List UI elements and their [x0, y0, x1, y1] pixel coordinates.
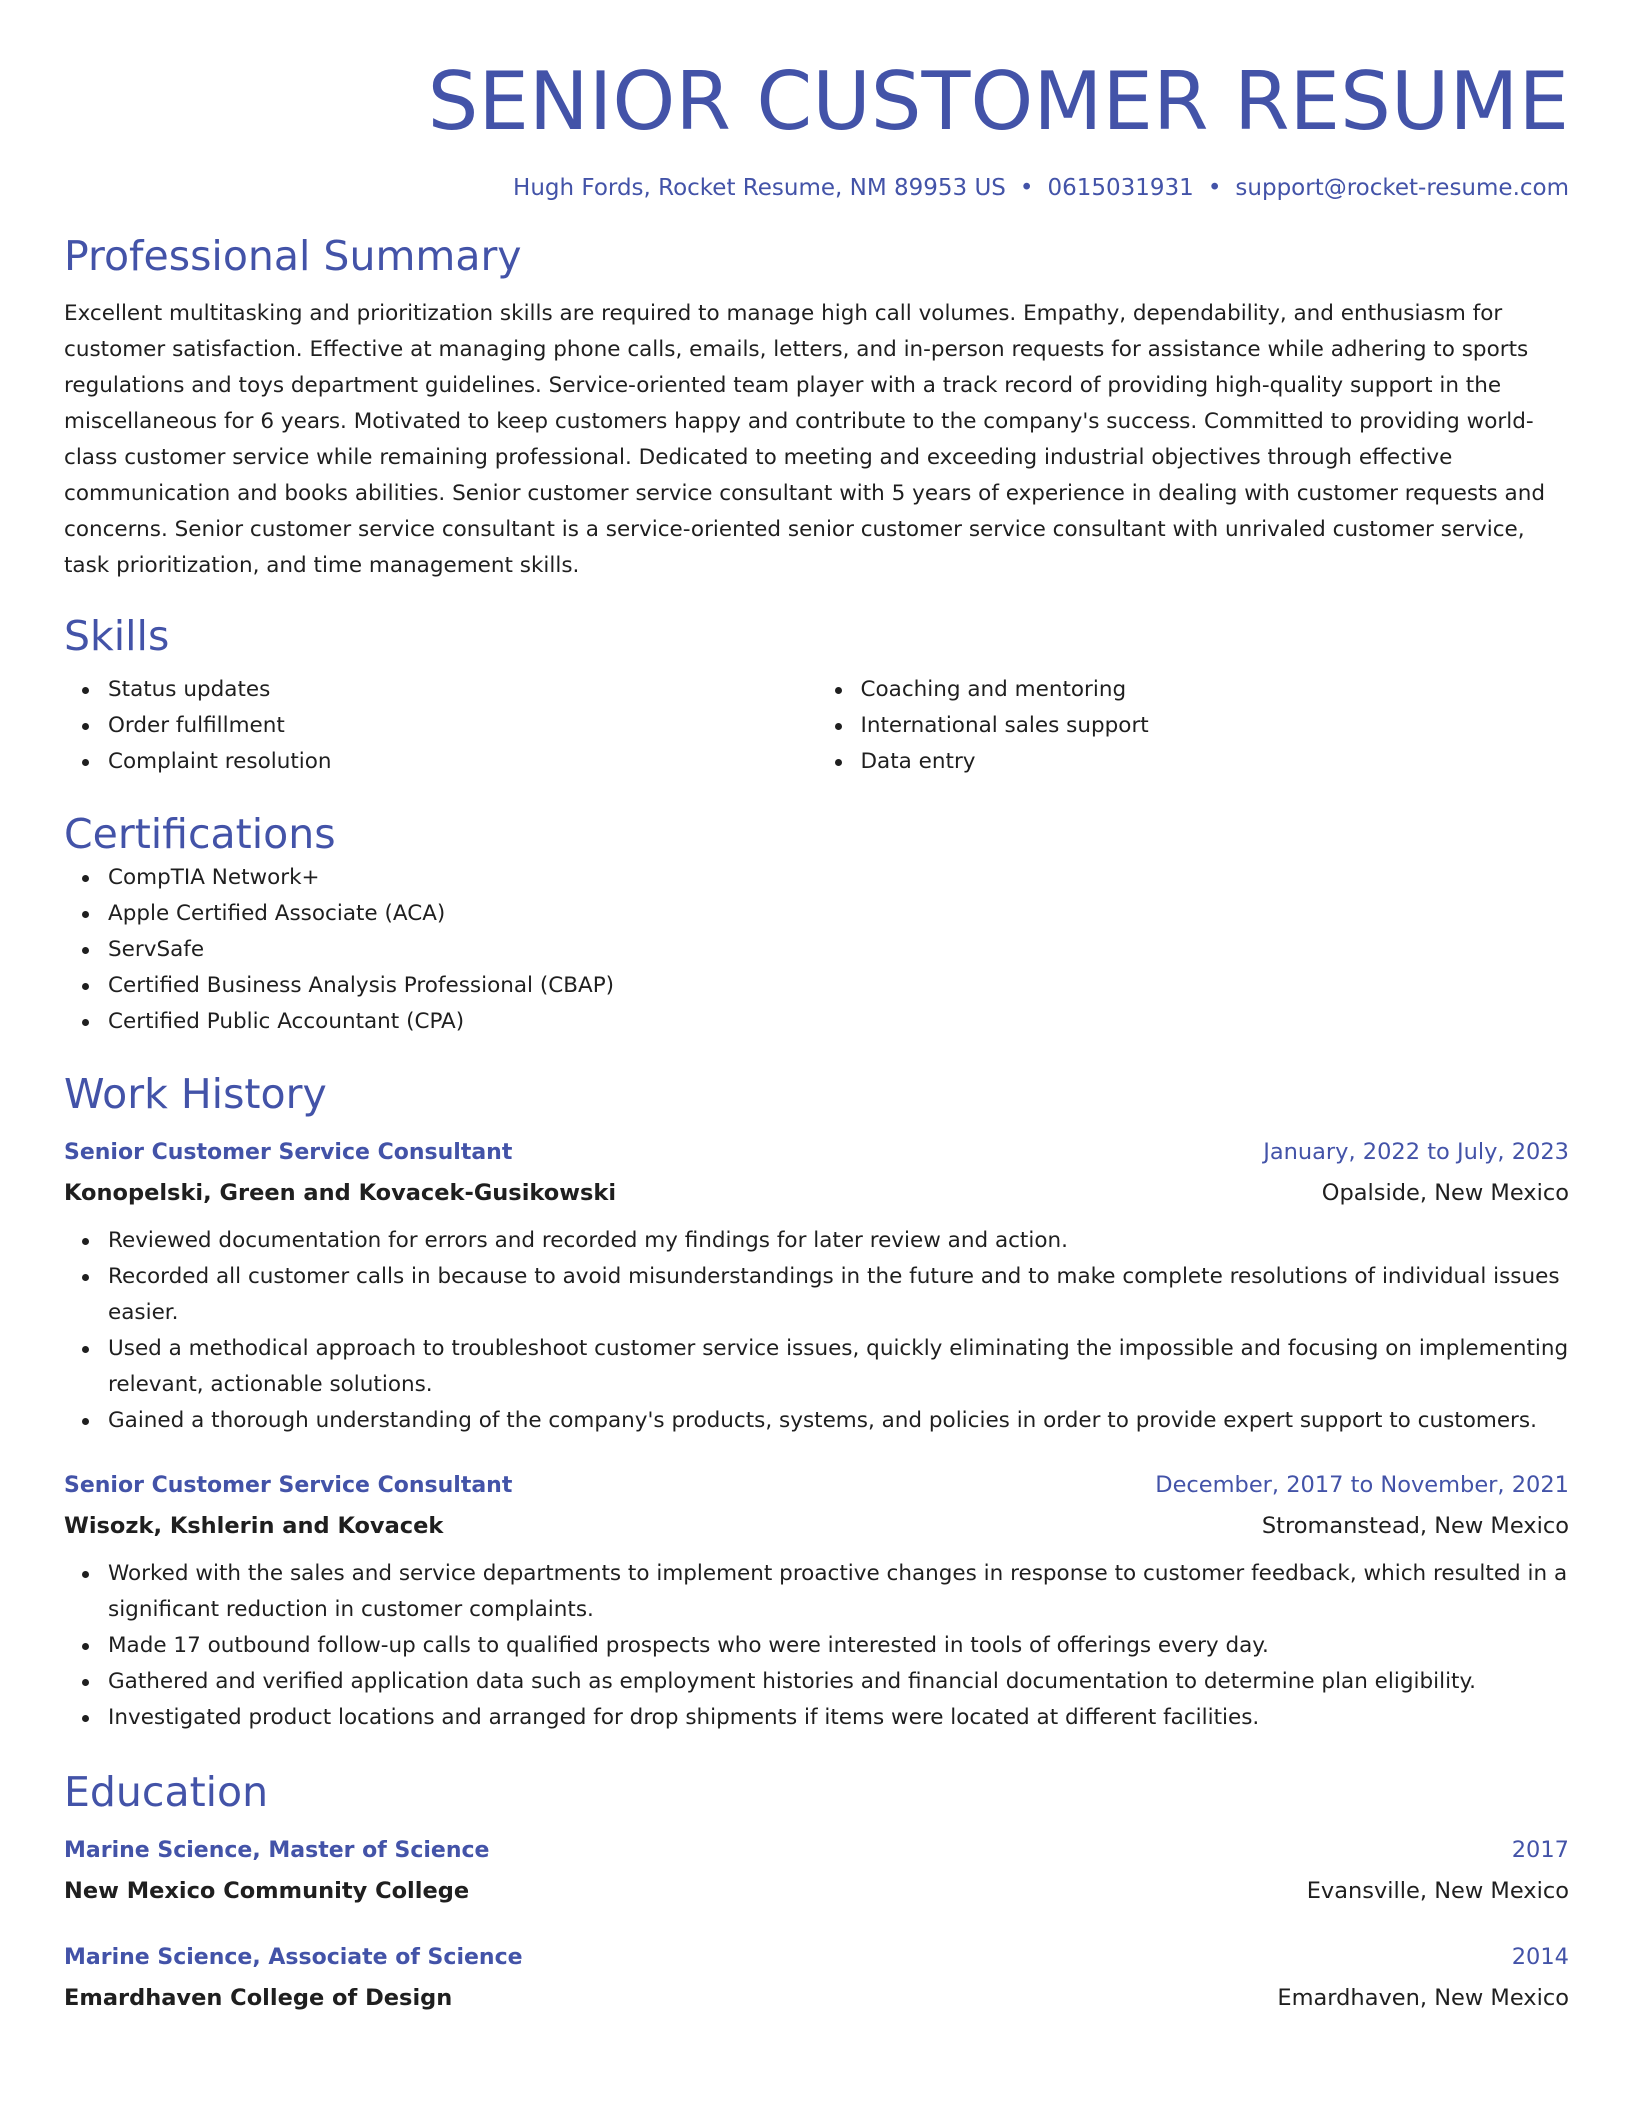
work-entry-subheader — [64, 1506, 1569, 1546]
certification-item: Apple Certified Associate (ACA) — [108, 896, 1569, 932]
education-entry — [64, 1937, 1569, 2018]
education-location: Evansville, New Mexico — [1306, 1878, 1569, 1904]
skills-list-left — [64, 672, 817, 780]
job-bullet: Reviewed documentation for errors and recorded my findings for later review and action. — [108, 1223, 1569, 1259]
section-title-work-history: Work History — [64, 1070, 327, 1118]
work-entry — [64, 1465, 1569, 1736]
certification-item: Certified Public Accountant (CPA) — [108, 1004, 1569, 1040]
contact-address: Hugh Fords, Rocket Resume, NM 89953 US — [513, 175, 1006, 201]
job-bullet: Recorded all customer calls in because to avoid misunderstandings in the future and to make complete resolutions of individual issues easier. — [108, 1259, 1569, 1331]
job-dates: December, 2017 to November, 2021 — [1155, 1472, 1569, 1498]
summary-text: Excellent multitasking and prioritization skills are required to manage high call volumes. Empathy, dependability, and enthusiasm for customer satisfaction. Effective at managing phone calls, emails, letters, and in-person requests for assistance while adhering to sports regulations and toys department guidelines. Service-oriented team player with a track record of providing high-quality support in the miscellaneous for 6 years. Motivated to keep customers happy and contribute to the company's success. Committed to providing world-class customer service while remaining professional. Dedicated to meeting and exceeding industrial objectives through effective communication and books abilities. Senior customer service consultant with 5 years of experience in dealing with customer requests and concerns. Senior customer service consultant is a service-oriented senior customer service consultant with unrivaled customer service, task prioritization, and time management skills. — [64, 301, 1545, 578]
skill-item: Status updates — [108, 672, 817, 708]
section-title-education: Education — [64, 1768, 269, 1816]
skill-item: Complaint resolution — [108, 744, 817, 780]
job-bullet: Investigated product locations and arranged for drop shipments if items were located at different facilities. — [108, 1700, 1569, 1736]
section-title-summary: Professional Summary — [64, 232, 522, 280]
job-dates: January, 2022 to July, 2023 — [1263, 1139, 1569, 1165]
work-entry — [64, 1132, 1569, 1439]
section-title-certifications: Certifications — [64, 810, 336, 858]
contact-email[interactable]: support@rocket-resume.com — [1235, 175, 1569, 201]
skill-item: Order fulfillment — [108, 708, 817, 744]
job-role: Senior Customer Service Consultant — [64, 1140, 513, 1165]
job-location: Opalside, New Mexico — [1321, 1180, 1569, 1206]
education-year: 2014 — [1511, 1944, 1569, 1970]
job-company: Wisozk, Kshlerin and Kovacek — [64, 1513, 444, 1539]
job-location: Stromanstead, New Mexico — [1261, 1513, 1569, 1539]
job-company: Konopelski, Green and Kovacek-Gusikowski — [64, 1180, 617, 1206]
education-entry-header — [64, 1830, 1569, 1871]
education-location: Emardhaven, New Mexico — [1277, 1985, 1569, 2011]
education-school: New Mexico Community College — [64, 1878, 470, 1904]
contact-separator: • — [1207, 175, 1222, 201]
education-entry-subheader — [64, 1871, 1569, 1911]
skills-list-right — [817, 672, 1570, 780]
education-year: 2017 — [1511, 1837, 1569, 1863]
education-school: Emardhaven College of Design — [64, 1985, 453, 2011]
education-degree: Marine Science, Master of Science — [64, 1838, 490, 1863]
job-bullet: Gained a thorough understanding of the company's products, systems, and policies in order to provide expert support to customers. — [108, 1403, 1569, 1439]
job-role: Senior Customer Service Consultant — [64, 1473, 513, 1498]
certification-item: CompTIA Network+ — [108, 860, 1569, 896]
certifications-list — [64, 860, 1569, 1040]
skills-columns — [64, 672, 1569, 780]
job-bullet: Made 17 outbound follow-up calls to qualified prospects who were interested in tools of offerings every day. — [108, 1628, 1569, 1664]
work-entry-header — [64, 1132, 1569, 1173]
education-entry-header — [64, 1937, 1569, 1978]
resume-title: SENIOR CUSTOMER RESUME — [427, 55, 1569, 148]
job-bullets — [64, 1223, 1569, 1439]
job-bullet: Gathered and verified application data such as employment histories and financial documentation to determine plan eligibility. — [108, 1664, 1569, 1700]
skill-item: International sales support — [861, 708, 1570, 744]
education-entry — [64, 1830, 1569, 1911]
job-bullets — [64, 1556, 1569, 1736]
education-degree: Marine Science, Associate of Science — [64, 1945, 523, 1970]
contact-line — [64, 174, 1569, 202]
section-title-skills: Skills — [64, 612, 170, 660]
skill-item: Coaching and mentoring — [861, 672, 1570, 708]
education-entry-subheader — [64, 1978, 1569, 2018]
work-entry-header — [64, 1465, 1569, 1506]
contact-phone: 0615031931 — [1047, 175, 1194, 201]
job-bullet: Worked with the sales and service departments to implement proactive changes in response to customer feedback, which resulted in a significant reduction in customer complaints. — [108, 1556, 1569, 1628]
skill-item: Data entry — [861, 744, 1570, 780]
work-entry-subheader — [64, 1173, 1569, 1213]
certification-item: Certified Business Analysis Professional (CBAP) — [108, 968, 1569, 1004]
job-bullet: Used a methodical approach to troubleshoot customer service issues, quickly eliminating the impossible and focusing on implementing relevant, actionable solutions. — [108, 1331, 1569, 1403]
certification-item: ServSafe — [108, 932, 1569, 968]
contact-separator: • — [1019, 175, 1034, 201]
